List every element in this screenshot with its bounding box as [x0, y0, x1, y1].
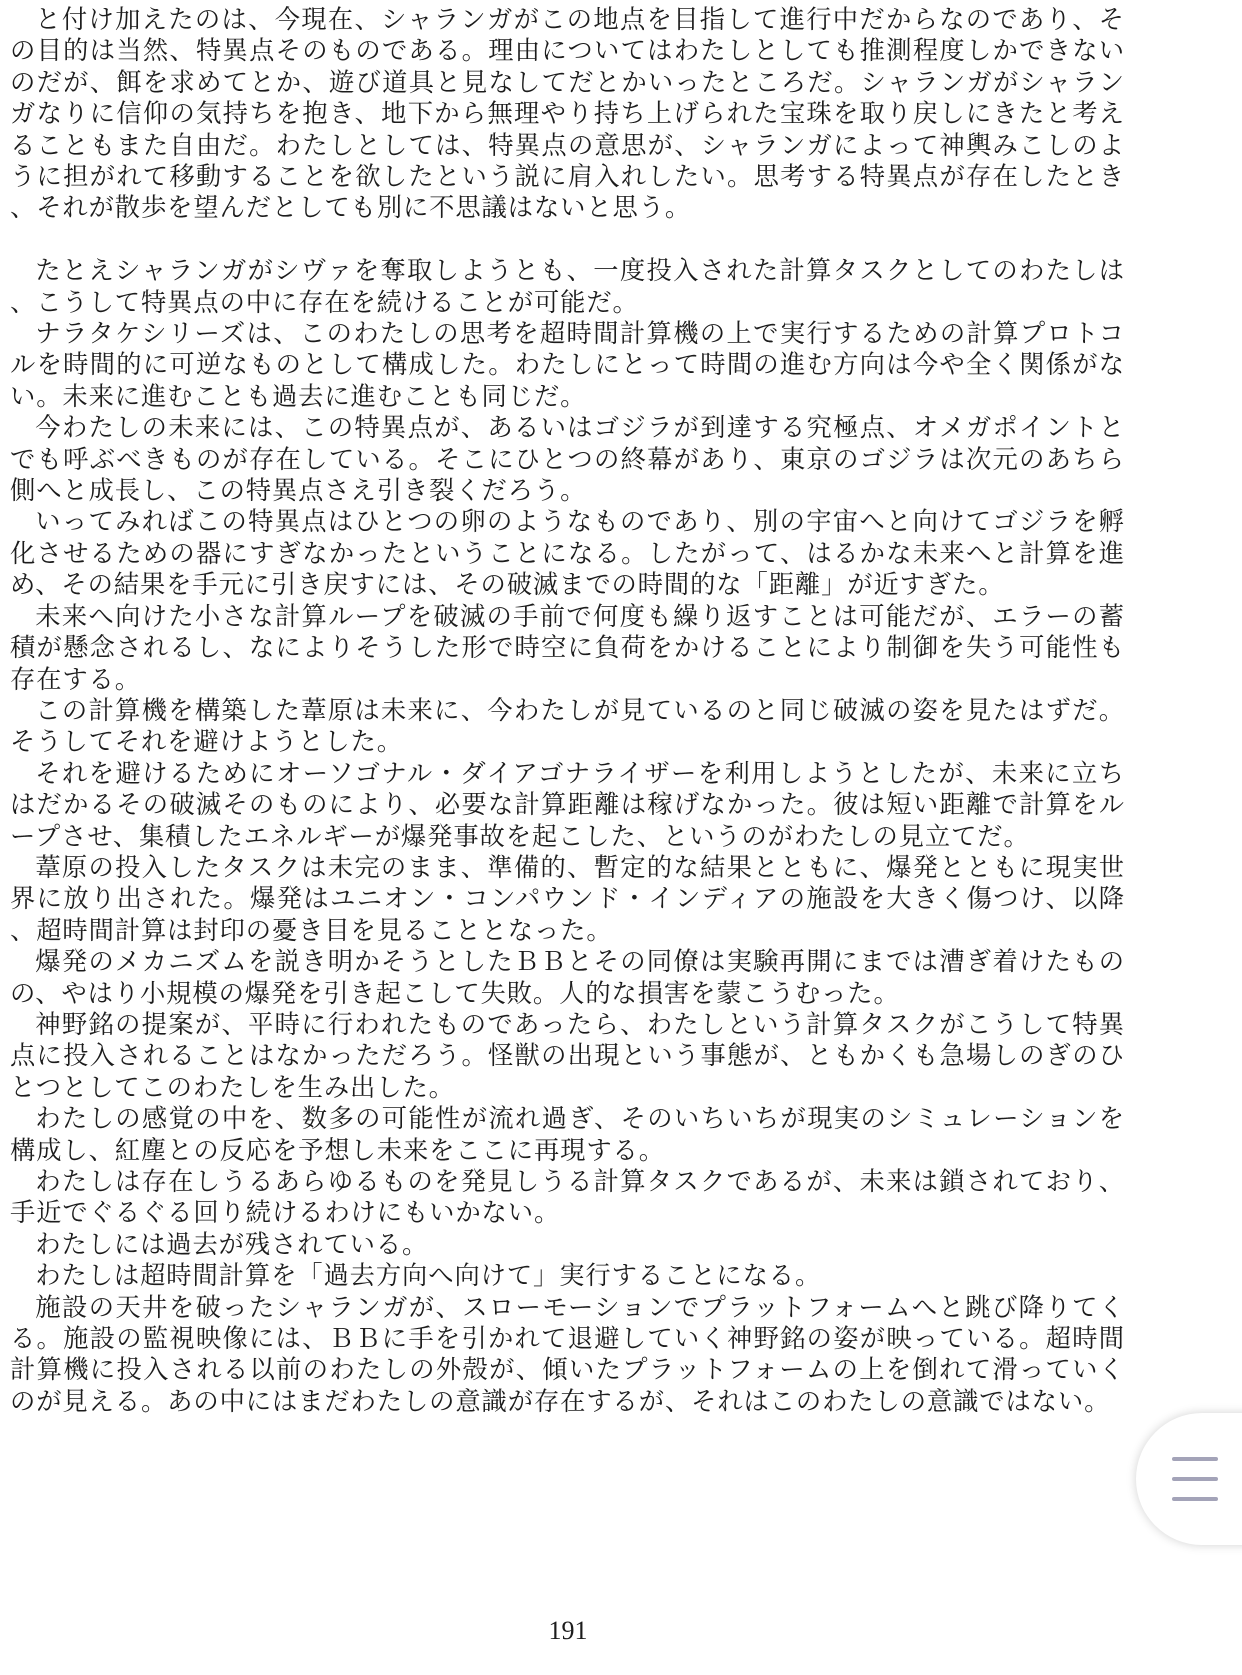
- paragraph: 葦原の投入したタスクは未完のまま、準備的、暫定的な結果とともに、爆発とともに現実世界に放り出された。爆発はユニオン・コンパウンド・インディアの施設を大きく傷つけ、以降、超時間計算は封印の憂き目を見ることとなった。: [10, 852, 1125, 945]
- menu-button[interactable]: [1136, 1413, 1242, 1545]
- paragraph: わたしには過去が残されている。: [35, 1229, 429, 1259]
- paragraph: いってみればこの特異点はひとつの卵のようなものであり、別の宇宙へと向けてゴジラを孵化させるための器にすぎなかったということになる。したがって、はるかな未来へと計算を進め、その結果を手元に引き戻すには、その破滅までの時間的な「距離」が近すぎた。: [10, 507, 1125, 600]
- menu-icon-bar: [1172, 1477, 1218, 1481]
- paragraph: 未来へ向けた小さな計算ループを破滅の手前で何度も繰り返すことは可能だが、エラーの蓄積が懸念されるし、なによりそうした形で時空に負荷をかけることにより制御を失う可能性も存在する。: [10, 601, 1125, 694]
- page-body: [10, 4, 1125, 1417]
- paragraph: わたしの感覚の中を、数多の可能性が流れ過ぎ、そのいちいちが現実のシミュレーションを構成し、紅塵との反応を予想し未来をここに再現する。: [10, 1104, 1125, 1165]
- paragraph-gap: [10, 224, 1125, 255]
- page-number: 191: [548, 1616, 588, 1645]
- paragraph: 今わたしの未来には、この特異点が、あるいはゴジラが到達する究極点、オメガポイントとでも呼ぶべきものが存在している。そこにひとつの終幕があり、東京のゴジラは次元のあちら側へと成長し、この特異点さえ引き裂くだろう。: [10, 413, 1125, 506]
- paragraph: と付け加えたのは、今現在、シャランガがこの地点を目指して進行中だからなのであり、その目的は当然、特異点そのものである。理由についてはわたしとしても推測程度しかできないのだが、餌を求めてとか、遊び道具と見なしてだとかいったところだ。シャランガがシャランガなりに信仰の気持ちを抱き、地下から無理やり持ち上げられた宝珠を取り戻しにきたと考えることもまた自由だ。わたしとしては、特異点の意思が、シャランガによって神輿みこしのように担がれて移動することを欲したという説に肩入れしたい。思考する特異点が存在したとき、それが散歩を望んだとしても別に不思議はないと思う。: [10, 5, 1125, 223]
- paragraph: わたしは存在しうるあらゆるものを発見しうる計算タスクであるが、未来は鎖されており、手近でぐるぐる回り続けるわけにもいかない。: [10, 1167, 1125, 1228]
- paragraph: この計算機を構築した葦原は未来に、今わたしが見ているのと同じ破滅の姿を見たはずだ。そうしてそれを避けようとした。: [10, 695, 1125, 757]
- menu-icon-bar: [1172, 1457, 1218, 1461]
- paragraph: ナラタケシリーズは、このわたしの思考を超時間計算機の上で実行するための計算プロトコルを時間的に可逆なものとして構成した。わたしにとって時間の進む方向は今や全く関係がない。未来に進むことも過去に進むことも同じだ。: [10, 319, 1125, 411]
- paragraph: たとえシャランガがシヴァを奪取しようとも、一度投入された計算タスクとしてのわたしは、こうして特異点の中に存在を続けることが可能だ。: [10, 256, 1125, 317]
- paragraph: 神野銘の提案が、平時に行われたものであったら、わたしという計算タスクがこうして特異点に投入されることはなかっただろう。怪獣の出現という事態が、ともかくも急場しのぎのひとつとしてこのわたしを生み出した。: [10, 1009, 1125, 1102]
- hamburger-menu-icon: [1172, 1457, 1218, 1501]
- menu-icon-bar: [1172, 1497, 1218, 1501]
- paragraph: わたしは超時間計算を「過去方向へ向けて」実行することになる。: [35, 1261, 822, 1291]
- paragraph: 施設の天井を破ったシャランガが、スローモーションでプラットフォームへと跳び降りてくる。施設の監視映像には、ＢＢに手を引かれて退避していく神野銘の姿が映っている。超時間計算機に投入される以前のわたしの外殻が、傾いたプラットフォームの上を倒れて滑っていくのが見える。あの中にはまだわたしの意識が存在するが、それはこのわたしの意識ではない。: [10, 1292, 1125, 1416]
- paragraph: それを避けるためにオーソゴナル・ダイアゴナライザーを利用しようとしたが、未来に立ちはだかるその破滅そのものにより、必要な計算距離は稼げなかった。彼は短い距離で計算をループさせ、集積したエネルギーが爆発事故を起こした、というのがわたしの見立てだ。: [10, 758, 1125, 851]
- paragraph: 爆発のメカニズムを説き明かそうとしたＢＢとその同僚は実験再開にまでは漕ぎ着けたものの、やはり小規模の爆発を引き起こして失敗。人的な損害を蒙こうむった。: [10, 947, 1125, 1008]
